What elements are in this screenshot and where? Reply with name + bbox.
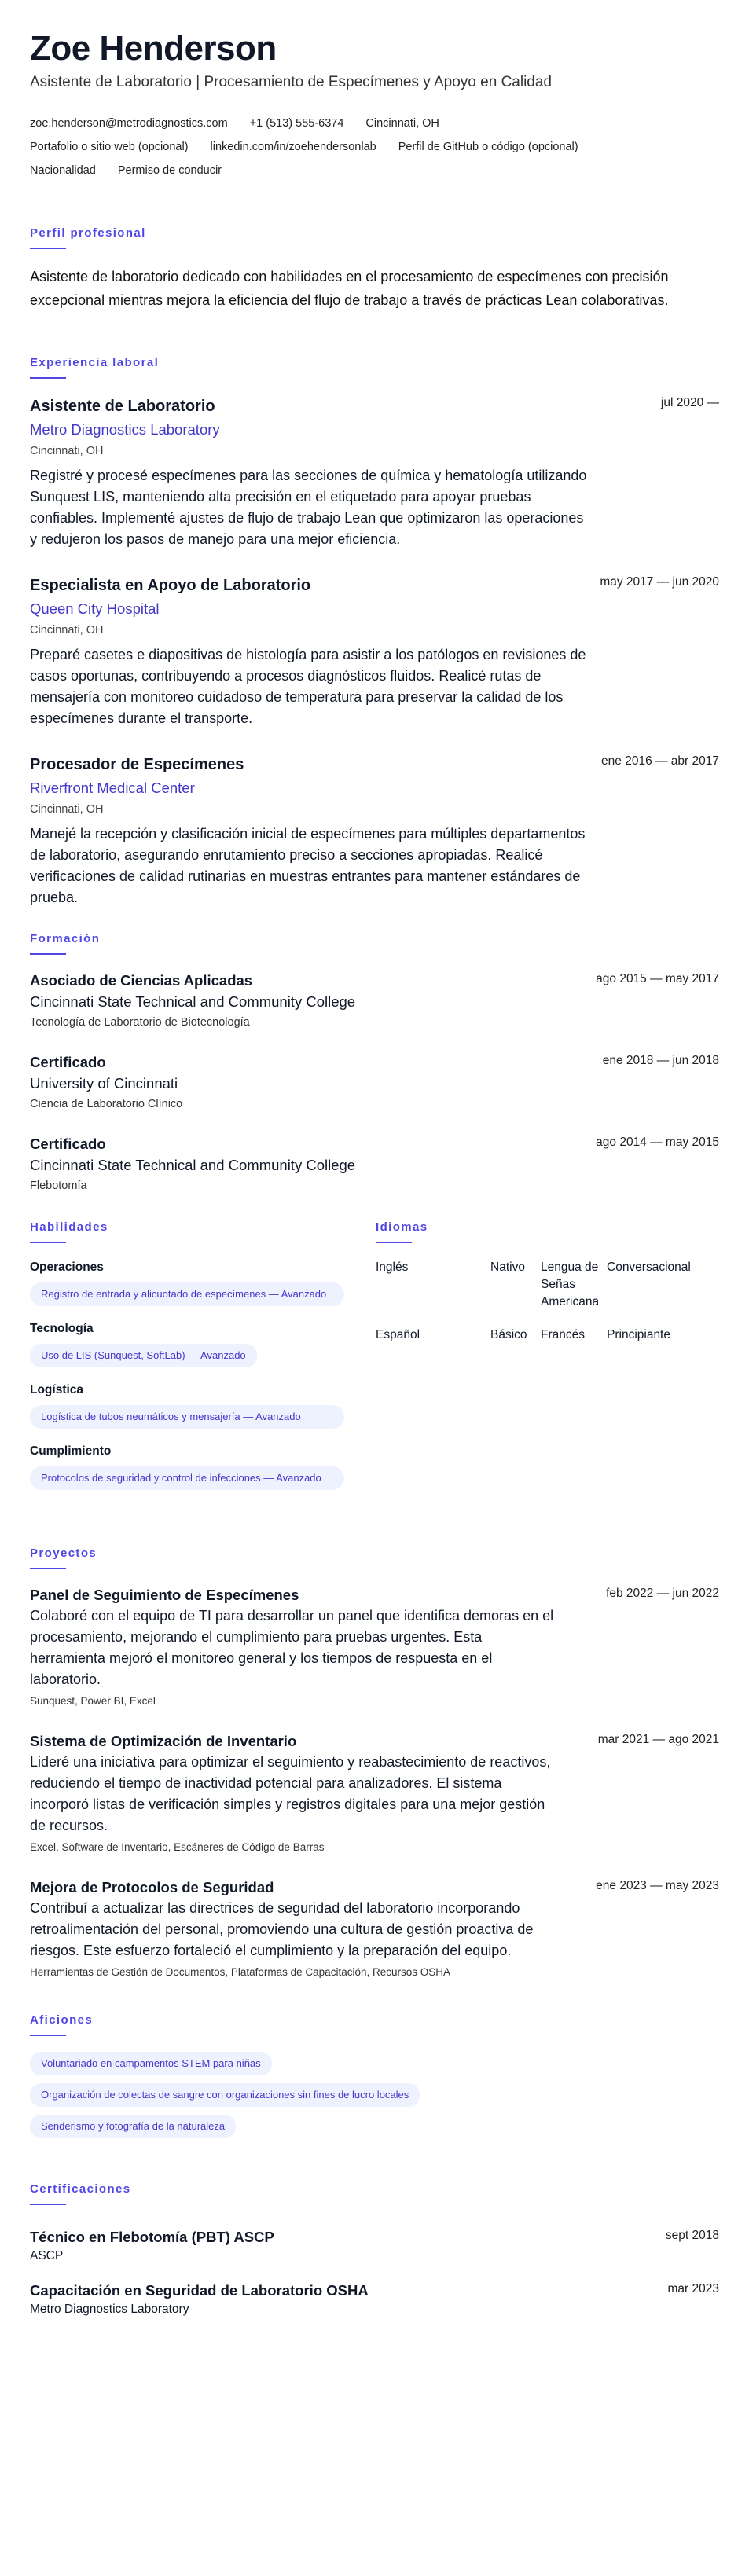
job-title: Asistente de Laboratorio: [30, 398, 215, 415]
hobby-chip: Voluntariado en campamentos STEM para niñas: [30, 2052, 272, 2075]
skill-chip: Logística de tubos neumáticos y mensajería — Avanzado: [30, 1405, 344, 1429]
education-date: ago 2015 — may 2017: [596, 972, 719, 985]
language-name: Francés: [541, 1328, 585, 1341]
section-divider: [376, 1242, 412, 1243]
education-date: ene 2018 — jun 2018: [602, 1054, 719, 1067]
education-item: [30, 1134, 719, 1195]
job-location: Cincinnati, OH: [30, 803, 104, 816]
job-employer[interactable]: Queen City Hospital: [30, 600, 160, 617]
project-description: Colaboré con el equipo de TI para desarrollar un panel que identifica demoras en el procesamiento, mejorando el cumplimiento para pruebas urgentes. Esta herramienta mejoró el monitoreo general y los tiempos de respuesta en el laboratorio.: [30, 1608, 554, 1687]
section-title: Formación: [30, 932, 101, 945]
language-level: Básico: [490, 1328, 527, 1341]
hobby-chip: Organización de colectas de sangre con organizaciones sin fines de lucro locales: [30, 2083, 420, 2107]
certifications-section: [30, 2182, 719, 2318]
skill-category: Operaciones: [30, 1260, 104, 1274]
education-item: [30, 971, 719, 1032]
experience-section: [30, 356, 719, 908]
candidate-name: Zoe Henderson: [30, 29, 277, 68]
section-divider: [30, 2204, 66, 2205]
degree: Asociado de Ciencias Aplicadas: [30, 972, 253, 989]
headline: Asistente de Laboratorio | Procesamiento de Especímenes y Apoyo en Calidad: [30, 74, 552, 90]
education-date: ago 2014 — may 2015: [596, 1136, 719, 1149]
skill-chip: Registro de entrada y alicuotado de especímenes — Avanzado: [30, 1282, 344, 1306]
website-link[interactable]: Portafolio o sitio web (opcional): [30, 141, 189, 153]
section-title: Perfil profesional: [30, 226, 146, 240]
project-name: Sistema de Optimización de Inventario: [30, 1733, 297, 1749]
school: University of Cincinnati: [30, 1075, 178, 1092]
job-date: ene 2016 — abr 2017: [601, 754, 719, 768]
job-employer[interactable]: Riverfront Medical Center: [30, 780, 195, 796]
project-date: ene 2023 — may 2023: [596, 1879, 719, 1892]
location-text: Cincinnati, OH: [365, 117, 439, 130]
section-title: Experiencia laboral: [30, 356, 160, 369]
job-employer[interactable]: Metro Diagnostics Laboratory: [30, 421, 220, 438]
school: Cincinnati State Technical and Community College: [30, 1157, 356, 1173]
language-name: Español: [376, 1328, 420, 1341]
skill-group: [30, 1259, 376, 1306]
job-title: Procesador de Especímenes: [30, 756, 244, 773]
linkedin-link[interactable]: linkedin.com/in/zoehendersonlab: [210, 141, 376, 153]
job-description: Preparé casetes e diapositivas de histología para asistir a los patólogos en revisiones de casos oportunas, contribuyendo a procesos diagnósticos fluidos. Realicé rutas de mensajería con monitoreo cuidadoso de temperatura para preservar la calidad de los especímenes durante el transporte.: [30, 647, 586, 726]
phone-text: +1 (513) 555-6374: [249, 117, 344, 130]
hobby-row: [30, 2052, 719, 2083]
language-level: Nativo: [490, 1260, 525, 1274]
contact-row: [30, 112, 719, 135]
languages-section: [376, 1220, 719, 1504]
field-of-study: Tecnología de Laboratorio de Biotecnología: [30, 1016, 250, 1029]
field-of-study: Flebotomía: [30, 1180, 87, 1192]
certification-name: Capacitación en Seguridad de Laboratorio OSHA: [30, 2282, 369, 2299]
job-title: Especialista en Apoyo de Laboratorio: [30, 577, 311, 594]
extra-row: [30, 159, 719, 182]
language-row: [376, 1259, 719, 1311]
skill-chip: Protocolos de seguridad y control de infecciones — Avanzado: [30, 1466, 344, 1490]
section-divider: [30, 953, 66, 955]
experience-item: [30, 753, 719, 908]
certification-item: [30, 2281, 719, 2318]
certification-issuer: Metro Diagnostics Laboratory: [30, 2303, 189, 2316]
languages-table: [376, 1259, 719, 1344]
hobby-row: [30, 2083, 719, 2115]
language-row: [376, 1327, 719, 1344]
job-location: Cincinnati, OH: [30, 445, 104, 457]
language-level: Conversacional: [607, 1260, 691, 1274]
skill-chip: Uso de LIS (Sunquest, SoftLab) — Avanzado: [30, 1344, 257, 1367]
section-divider: [30, 1242, 66, 1243]
certification-item: [30, 2227, 719, 2265]
section-divider: [30, 1568, 66, 1569]
project-item: [30, 1585, 719, 1711]
skills-languages-row: [30, 1220, 719, 1504]
skill-category: Logística: [30, 1383, 84, 1396]
email-link[interactable]: zoe.henderson@metrodiagnostics.com: [30, 117, 228, 130]
projects-section: [30, 1547, 719, 1982]
skill-group: [30, 1382, 376, 1429]
language-level: Principiante: [607, 1328, 670, 1341]
experience-item: [30, 394, 719, 550]
skill-group: [30, 1443, 376, 1490]
job-description: Registré y procesé especímenes para las secciones de química y hematología utilizando Sunquest LIS, manteniendo alta precisión en el etiquetado para apoyar pruebas confiables. Implementé ajustes de flujo de trabajo Lean que optimizaron las operaciones y redujeron los pasos de manejo para una mejor eficiencia.: [30, 468, 587, 547]
certification-date: mar 2023: [667, 2282, 719, 2295]
language-name: Lengua de Señas Americana: [541, 1260, 600, 1308]
job-description: Manejé la recepción y clasificación inicial de especímenes para múltiples departamentos de laboratorio, asegurando enrutamiento preciso a secciones apropiadas. Realicé verificaciones de calidad rutinarias en muestras entrantes para mantener estándares de prueba.: [30, 826, 586, 905]
links-row: [30, 135, 719, 159]
section-title: Certificaciones: [30, 2182, 131, 2196]
profile-summary: Asistente de laboratorio dedicado con habilidades en el procesamiento de especímenes con precisión excepcional mientras mejora la eficiencia del flujo de trabajo a través de prácticas Lean colaborativas.: [30, 269, 669, 308]
project-name: Mejora de Protocolos de Seguridad: [30, 1879, 274, 1895]
field-of-study: Ciencia de Laboratorio Clínico: [30, 1098, 183, 1110]
hobby-chip: Senderismo y fotografía de la naturaleza: [30, 2115, 236, 2138]
education-item: [30, 1052, 719, 1114]
skill-category: Cumplimiento: [30, 1444, 112, 1458]
project-date: mar 2021 — ago 2021: [597, 1733, 719, 1746]
skills-section: [30, 1220, 376, 1504]
section-title: Proyectos: [30, 1547, 97, 1560]
hobbies-section: [30, 2013, 719, 2146]
project-description: Contribuí a actualizar las directrices de seguridad del laboratorio incorporando retroalimentación del personal, promoviendo una cultura de gestión proactiva de riesgos. Este esfuerzo fortaleció el cumplimiento y la preparación del equipo.: [30, 1900, 534, 1958]
project-name: Panel de Seguimiento de Especímenes: [30, 1587, 299, 1603]
project-tech: Herramientas de Gestión de Documentos, Plataformas de Capacitación, Recursos OSHA: [30, 1966, 450, 1978]
section-title: Idiomas: [376, 1220, 428, 1234]
section-divider: [30, 248, 66, 249]
resume-header: [30, 28, 719, 182]
job-date: jul 2020 —: [660, 396, 719, 409]
certification-issuer: ASCP: [30, 2249, 64, 2262]
project-item: [30, 1731, 719, 1857]
experience-item: [30, 574, 719, 729]
certification-name: Técnico en Flebotomía (PBT) ASCP: [30, 2229, 274, 2245]
project-tech: Sunquest, Power BI, Excel: [30, 1695, 156, 1707]
project-description: Lideré una iniciativa para optimizar el seguimiento y reabastecimiento de reactivos, reduciendo el tiempo de inactividad potencial para analizadores. El sistema incorporó listas de verificación simples y registros digitales para una mejor gestión de recursos.: [30, 1754, 551, 1833]
section-divider: [30, 377, 66, 379]
project-date: feb 2022 — jun 2022: [606, 1587, 719, 1600]
section-title: Aficiones: [30, 2013, 94, 2027]
project-tech: Excel, Software de Inventario, Escáneres de Código de Barras: [30, 1841, 325, 1853]
hobby-list: [30, 2052, 719, 2146]
section-title: Habilidades: [30, 1220, 108, 1234]
profile-section: [30, 226, 719, 312]
certification-date: sept 2018: [665, 2229, 719, 2242]
language-name: Inglés: [376, 1260, 409, 1274]
license-text: Permiso de conducir: [117, 164, 222, 177]
github-link[interactable]: Perfil de GitHub o código (opcional): [398, 141, 578, 153]
school: Cincinnati State Technical and Community College: [30, 993, 356, 1010]
education-section: [30, 932, 719, 1195]
degree: Certificado: [30, 1136, 106, 1152]
skill-category: Tecnología: [30, 1322, 94, 1335]
project-item: [30, 1877, 719, 1982]
section-divider: [30, 2035, 66, 2036]
nationality-text: Nacionalidad: [30, 164, 96, 177]
degree: Certificado: [30, 1054, 106, 1070]
skill-group: [30, 1320, 376, 1367]
job-date: may 2017 — jun 2020: [600, 575, 719, 589]
hobby-row: [30, 2115, 719, 2146]
job-location: Cincinnati, OH: [30, 624, 104, 637]
